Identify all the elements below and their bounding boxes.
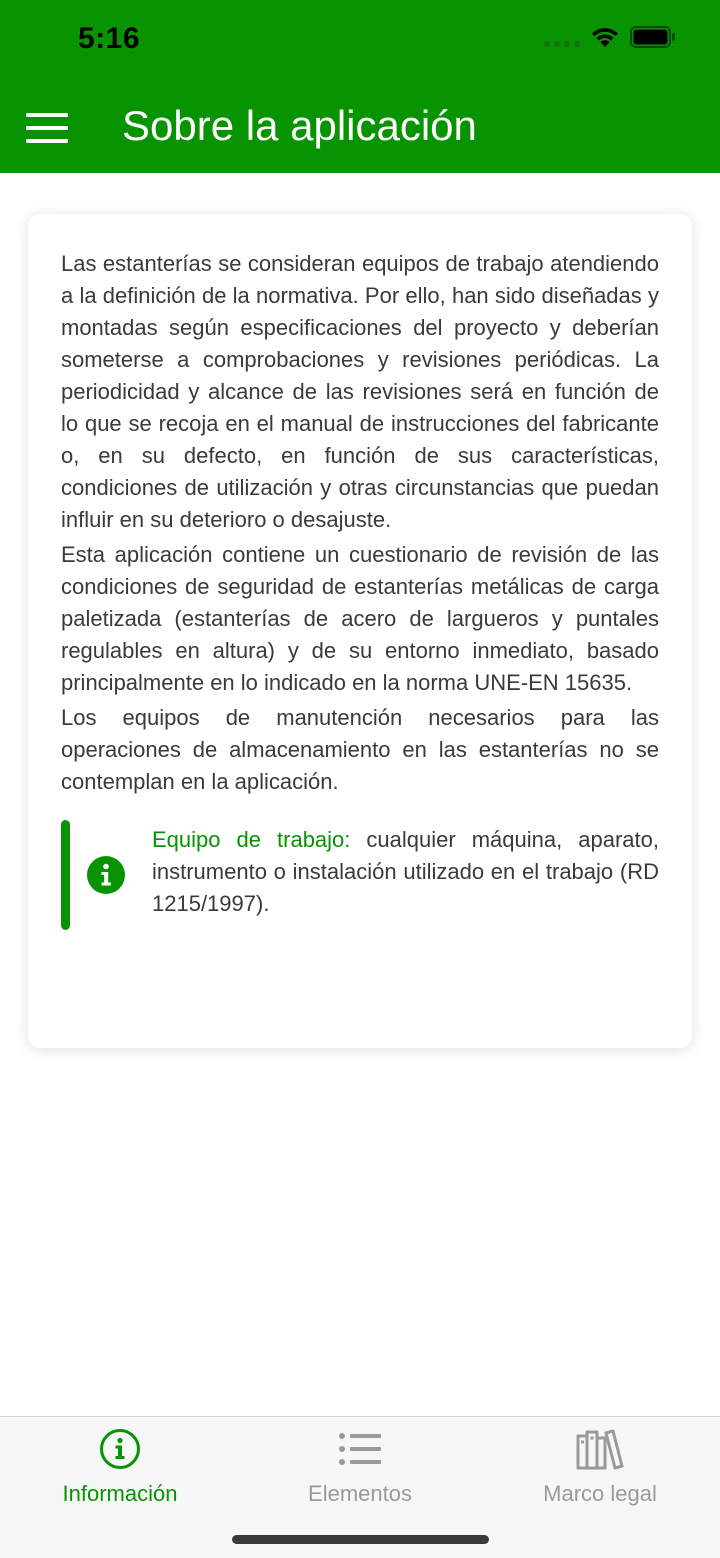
- cellular-signal-icon: [544, 27, 580, 47]
- tab-label: Elementos: [308, 1481, 412, 1506]
- tab-label: Marco legal: [543, 1481, 657, 1506]
- tab-marco-legal[interactable]: [480, 1417, 720, 1517]
- books-icon: [576, 1427, 624, 1471]
- tab-label: Información: [62, 1481, 178, 1506]
- app-header: [0, 84, 720, 173]
- definition-callout: [61, 820, 659, 932]
- tab-elementos[interactable]: [240, 1417, 480, 1517]
- paragraph-1: Las estanterías se consideran equipos de trabajo atendiendo a la definición de la normativa. Por ello, han sido diseñadas y montadas según especificaciones del proyecto y deberían someterse a comprobaciones y revisiones periódicas. La periodicidad y alcance de las revisiones será en función de lo que se recoja en el manual de instrucciones del fabricante o, en su defecto, en función de sus características, condiciones de utilización y otras circunstancias que puedan influir en su deterioro o desajuste.: [61, 251, 659, 532]
- callout-term: Equipo de trabajo:: [152, 827, 351, 852]
- home-indicator[interactable]: [232, 1535, 489, 1544]
- status-time: 5:16: [78, 22, 141, 55]
- paragraph-3: Los equipos de manutención necesarios para las operaciones de almacenamiento en las estanterías no se contemplan en la aplicación.: [61, 705, 659, 794]
- callout-definition: cualquier máquina, aparato, instrumento o instalación utilizado en el trabajo (RD 1215/1997).: [152, 827, 659, 916]
- content-card: [28, 214, 692, 1048]
- paragraph-2: Esta aplicación contiene un cuestionario de revisión de las condiciones de seguridad de estanterías metálicas de carga paletizada (estanterías de acero de largueros y puntales regulables en altura) y de su entorno inmediato, basado principalmente en lo indicado en la norma UNE-EN 15635.: [61, 542, 659, 695]
- status-indicators: [544, 26, 676, 48]
- page-title: Sobre la aplicación: [122, 102, 477, 149]
- status-bar: [0, 0, 720, 84]
- battery-icon: [630, 26, 676, 48]
- info-circle-icon: [99, 1427, 141, 1471]
- wifi-icon: [590, 26, 620, 48]
- callout-text: [152, 824, 659, 920]
- hamburger-menu-icon[interactable]: [20, 104, 74, 152]
- info-icon: [87, 856, 125, 894]
- list-icon: [338, 1427, 382, 1471]
- callout-accent-bar: [61, 820, 70, 930]
- tab-informacion[interactable]: [0, 1417, 240, 1517]
